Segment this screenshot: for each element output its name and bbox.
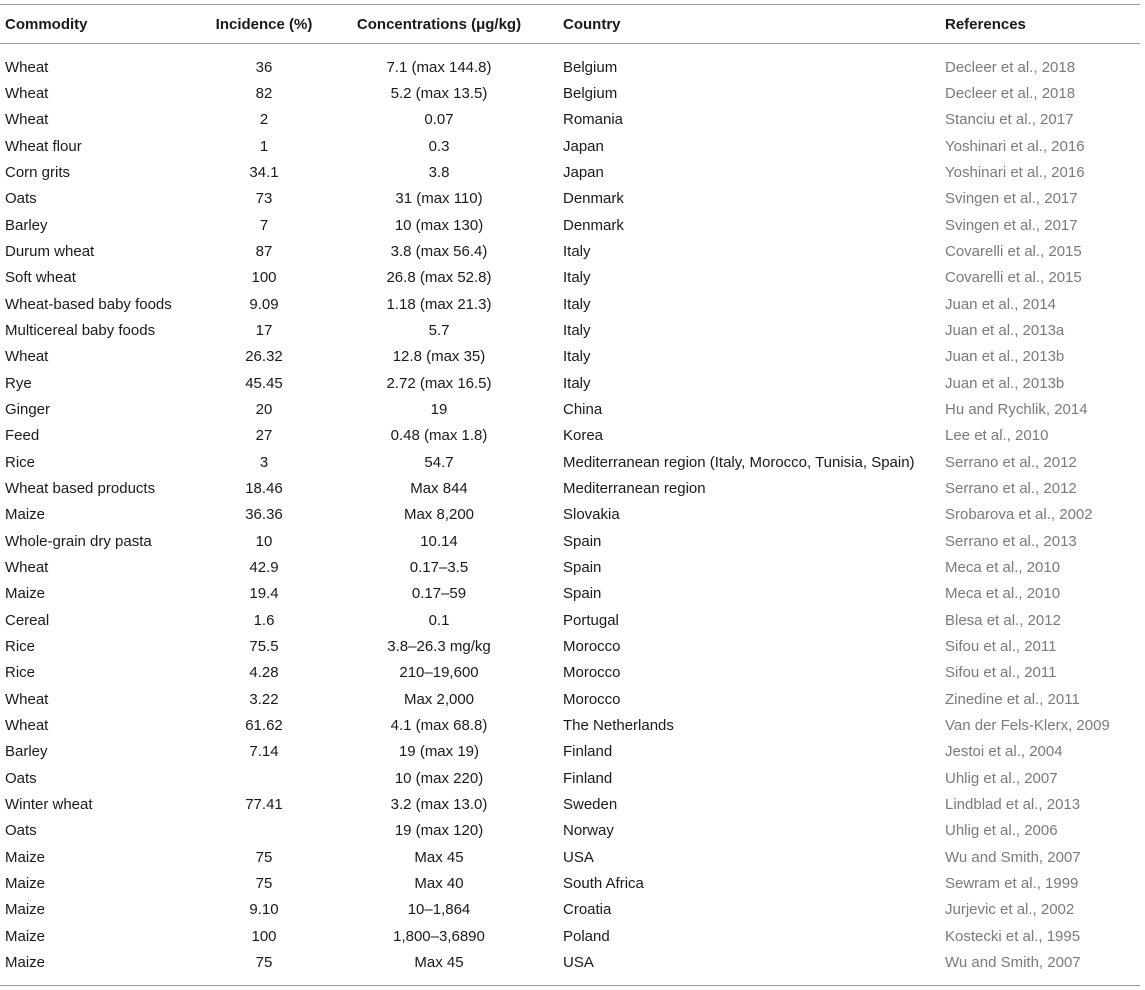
cell-commodity: Wheat xyxy=(5,716,49,734)
cell-concentration: 3.2 (max 13.0) xyxy=(390,795,488,813)
cell-country: South Africa xyxy=(563,874,644,892)
cell-incidence: 100 xyxy=(251,269,277,287)
cell-commodity: Oats xyxy=(5,190,37,208)
cell-commodity: Wheat xyxy=(5,348,49,366)
cell-country: Japan xyxy=(563,163,604,181)
table-row xyxy=(0,370,1140,396)
cell-country: Spain xyxy=(563,585,602,603)
cell-country: Italy xyxy=(563,374,591,392)
cell-commodity: Wheat-based baby foods xyxy=(5,295,172,313)
cell-commodity: Feed xyxy=(5,427,40,445)
header-references: References xyxy=(945,15,1026,33)
cell-incidence: 3.22 xyxy=(249,690,279,708)
cell-concentration: 4.1 (max 68.8) xyxy=(390,716,488,734)
cell-reference: Covarelli et al., 2015 xyxy=(945,269,1082,287)
cell-commodity: Oats xyxy=(5,822,37,840)
cell-commodity: Oats xyxy=(5,769,37,787)
cell-commodity: Soft wheat xyxy=(5,269,76,287)
cell-country: The Netherlands xyxy=(563,716,674,734)
cell-commodity: Wheat xyxy=(5,84,49,102)
cell-concentration: 10.14 xyxy=(420,532,458,550)
cell-commodity: Corn grits xyxy=(5,163,71,181)
header-country: Country xyxy=(563,15,621,33)
table-row xyxy=(0,54,1140,80)
cell-incidence: 100 xyxy=(251,927,277,945)
cell-country: Korea xyxy=(563,427,604,445)
cell-country: Italy xyxy=(563,321,591,339)
cell-commodity: Whole-grain dry pasta xyxy=(5,532,152,550)
cell-country: Denmark xyxy=(563,190,624,208)
cell-reference: Juan et al., 2014 xyxy=(945,295,1056,313)
cell-concentration: 10 (max 220) xyxy=(394,769,484,787)
cell-reference: Sifou et al., 2011 xyxy=(945,664,1057,682)
cell-incidence: 36.36 xyxy=(245,506,283,524)
cell-reference: Jurjevic et al., 2002 xyxy=(945,901,1075,919)
cell-incidence: 9.09 xyxy=(249,295,279,313)
cell-country: Spain xyxy=(563,532,602,550)
cell-country: Spain xyxy=(563,558,602,576)
cell-commodity: Barley xyxy=(5,216,48,234)
cell-concentration: 1,800–3,6890 xyxy=(393,927,485,945)
table-row xyxy=(0,344,1140,370)
cell-country: USA xyxy=(563,848,594,866)
cell-incidence: 4.28 xyxy=(249,664,279,682)
cell-incidence: 75.5 xyxy=(249,637,279,655)
cell-incidence: 27 xyxy=(255,427,273,445)
cell-reference: Lee et al., 2010 xyxy=(945,427,1049,445)
cell-country: Morocco xyxy=(563,637,621,655)
cell-commodity: Rice xyxy=(5,453,36,471)
cell-incidence: 75 xyxy=(255,848,273,866)
cell-reference: Sifou et al., 2011 xyxy=(945,637,1057,655)
cell-commodity: Maize xyxy=(5,874,46,892)
table-row xyxy=(0,660,1140,686)
cell-concentration: 0.17–59 xyxy=(411,585,467,603)
table-row xyxy=(0,238,1140,264)
cell-concentration: Max 45 xyxy=(414,848,464,866)
table-row xyxy=(0,502,1140,528)
cell-country: Denmark xyxy=(563,216,624,234)
cell-reference: Yoshinari et al., 2016 xyxy=(945,163,1085,181)
cell-reference: Srobarova et al., 2002 xyxy=(945,506,1093,524)
cell-reference: Wu and Smith, 2007 xyxy=(945,848,1081,866)
cell-concentration: Max 2,000 xyxy=(403,690,475,708)
cell-incidence: 34.1 xyxy=(249,163,279,181)
cell-reference: Svingen et al., 2017 xyxy=(945,216,1078,234)
cell-reference: Meca et al., 2010 xyxy=(945,558,1061,576)
table-bottom-rule xyxy=(0,985,1140,986)
cell-commodity: Maize xyxy=(5,927,46,945)
cell-concentration: Max 40 xyxy=(414,874,464,892)
cell-commodity: Wheat based products xyxy=(5,479,156,497)
cell-country: Italy xyxy=(563,269,591,287)
header-incidence: Incidence (%) xyxy=(215,15,313,33)
cell-concentration: 26.8 (max 52.8) xyxy=(386,269,492,287)
cell-concentration: 19 (max 120) xyxy=(394,822,484,840)
cell-reference: Lindblad et al., 2013 xyxy=(945,795,1081,813)
cell-commodity: Wheat xyxy=(5,58,49,76)
cell-incidence: 3 xyxy=(259,453,269,471)
cell-concentration: 0.1 xyxy=(428,611,450,629)
table-row xyxy=(0,528,1140,554)
cell-reference: Juan et al., 2013a xyxy=(945,321,1065,339)
cell-concentration: 1.18 (max 21.3) xyxy=(386,295,492,313)
cell-concentration: Max 45 xyxy=(414,953,464,971)
cell-concentration: 5.2 (max 13.5) xyxy=(390,84,488,102)
cell-concentration: 10–1,864 xyxy=(407,901,471,919)
cell-country: Romania xyxy=(563,111,624,129)
cell-concentration: 2.72 (max 16.5) xyxy=(386,374,492,392)
cell-country: Portugal xyxy=(563,611,619,629)
table-row xyxy=(0,818,1140,844)
cell-incidence: 26.32 xyxy=(245,348,283,366)
cell-reference: Wu and Smith, 2007 xyxy=(945,953,1081,971)
cell-reference: Stanciu et al., 2017 xyxy=(945,111,1074,129)
cell-concentration: 0.07 xyxy=(424,111,454,129)
table-row xyxy=(0,423,1140,449)
table-row xyxy=(0,844,1140,870)
cell-concentration: 3.8 (max 56.4) xyxy=(390,242,488,260)
cell-reference: Sewram et al., 1999 xyxy=(945,874,1079,892)
cell-country: Croatia xyxy=(563,901,612,919)
cell-reference: Serrano et al., 2012 xyxy=(945,479,1077,497)
cell-commodity: Wheat xyxy=(5,111,49,129)
cell-incidence: 75 xyxy=(255,953,273,971)
cell-country: Finland xyxy=(563,743,613,761)
cell-reference: Juan et al., 2013b xyxy=(945,348,1065,366)
table-header-rule xyxy=(0,43,1140,44)
table-row xyxy=(0,107,1140,133)
cell-commodity: Rice xyxy=(5,637,36,655)
cell-reference: Jestoi et al., 2004 xyxy=(945,743,1063,761)
cell-commodity: Wheat xyxy=(5,690,49,708)
table-row xyxy=(0,581,1140,607)
cell-commodity: Maize xyxy=(5,848,46,866)
cell-country: Japan xyxy=(563,137,604,155)
cell-commodity: Ginger xyxy=(5,400,51,418)
table-row xyxy=(0,791,1140,817)
cell-reference: Decleer et al., 2018 xyxy=(945,84,1076,102)
cell-concentration: Max 844 xyxy=(410,479,468,497)
cell-country: Sweden xyxy=(563,795,618,813)
cell-incidence: 77.41 xyxy=(245,795,283,813)
cell-incidence: 36 xyxy=(255,58,273,76)
cell-incidence: 2 xyxy=(259,111,269,129)
cell-incidence: 1.6 xyxy=(253,611,275,629)
cell-commodity: Winter wheat xyxy=(5,795,93,813)
cell-concentration: 5.7 xyxy=(428,321,450,339)
table-header-row xyxy=(0,13,1140,35)
cell-concentration: 210–19,600 xyxy=(399,664,479,682)
cell-incidence: 7 xyxy=(259,216,269,234)
header-commodity: Commodity xyxy=(5,15,88,33)
cell-reference: Serrano et al., 2012 xyxy=(945,453,1077,471)
cell-reference: Kostecki et al., 1995 xyxy=(945,927,1081,945)
cell-country: China xyxy=(563,400,603,418)
cell-incidence: 19.4 xyxy=(249,585,279,603)
table-row xyxy=(0,291,1140,317)
cell-country: Mediterranean region xyxy=(563,479,706,497)
cell-commodity: Durum wheat xyxy=(5,242,95,260)
cell-concentration: 31 (max 110) xyxy=(395,190,483,208)
table-row xyxy=(0,607,1140,633)
cell-incidence: 9.10 xyxy=(249,901,279,919)
cell-reference: Uhlig et al., 2007 xyxy=(945,769,1058,787)
table-row xyxy=(0,765,1140,791)
cell-commodity: Maize xyxy=(5,506,46,524)
cell-reference: Uhlig et al., 2006 xyxy=(945,822,1058,840)
table-row xyxy=(0,265,1140,291)
table-top-rule xyxy=(0,4,1140,5)
cell-incidence: 10 xyxy=(255,532,273,550)
cell-incidence: 45.45 xyxy=(245,374,283,392)
cell-commodity: Barley xyxy=(5,743,48,761)
cell-incidence: 61.62 xyxy=(245,716,283,734)
cell-incidence: 7.14 xyxy=(249,743,279,761)
cell-concentration: 19 xyxy=(430,400,448,418)
cell-concentration: 3.8 xyxy=(428,163,450,181)
cell-reference: Decleer et al., 2018 xyxy=(945,58,1076,76)
cell-country: Belgium xyxy=(563,84,618,102)
cell-country: USA xyxy=(563,953,594,971)
table-row xyxy=(0,80,1140,106)
table-row xyxy=(0,159,1140,185)
cell-reference: Svingen et al., 2017 xyxy=(945,190,1078,208)
cell-concentration: 10 (max 130) xyxy=(394,216,484,234)
cell-reference: Covarelli et al., 2015 xyxy=(945,242,1082,260)
table-row xyxy=(0,554,1140,580)
table-row xyxy=(0,186,1140,212)
cell-concentration: Max 8,200 xyxy=(403,506,475,524)
cell-commodity: Rice xyxy=(5,664,36,682)
table-row xyxy=(0,317,1140,343)
cell-incidence: 87 xyxy=(255,242,273,260)
cell-concentration: 12.8 (max 35) xyxy=(392,348,486,366)
table-row xyxy=(0,870,1140,896)
table-row xyxy=(0,897,1140,923)
cell-incidence: 73 xyxy=(255,190,273,208)
cell-concentration: 0.48 (max 1.8) xyxy=(390,427,488,445)
cell-country: Poland xyxy=(563,927,610,945)
cell-reference: Serrano et al., 2013 xyxy=(945,532,1077,550)
cell-incidence: 18.46 xyxy=(245,479,283,497)
table-row xyxy=(0,396,1140,422)
cell-commodity: Wheat flour xyxy=(5,137,82,155)
table-row xyxy=(0,475,1140,501)
cell-incidence: 82 xyxy=(255,84,273,102)
cell-country: Italy xyxy=(563,295,591,313)
header-concentrations: Concentrations (μg/kg) xyxy=(356,15,522,33)
cell-commodity: Maize xyxy=(5,901,46,919)
cell-commodity: Maize xyxy=(5,585,46,603)
cell-commodity: Multicereal baby foods xyxy=(5,321,156,339)
table-row xyxy=(0,949,1140,975)
table-row xyxy=(0,923,1140,949)
table-row xyxy=(0,739,1140,765)
cell-incidence: 75 xyxy=(255,874,273,892)
cell-country: Slovakia xyxy=(563,506,620,524)
table-row xyxy=(0,133,1140,159)
cell-reference: Juan et al., 2013b xyxy=(945,374,1065,392)
cell-country: Italy xyxy=(563,242,591,260)
cell-commodity: Maize xyxy=(5,953,46,971)
cell-commodity: Rye xyxy=(5,374,32,392)
cell-incidence: 17 xyxy=(255,321,273,339)
cell-incidence: 42.9 xyxy=(249,558,279,576)
cell-reference: Meca et al., 2010 xyxy=(945,585,1061,603)
cell-concentration: 0.17–3.5 xyxy=(409,558,469,576)
table-row xyxy=(0,449,1140,475)
cell-concentration: 3.8–26.3 mg/kg xyxy=(387,637,491,655)
cell-reference: Blesa et al., 2012 xyxy=(945,611,1061,629)
cell-concentration: 0.3 xyxy=(428,137,450,155)
cell-country: Italy xyxy=(563,348,591,366)
cell-country: Belgium xyxy=(563,58,618,76)
cell-concentration: 19 (max 19) xyxy=(398,743,480,761)
cell-commodity: Wheat xyxy=(5,558,49,576)
cell-reference: Hu and Rychlik, 2014 xyxy=(945,400,1088,418)
cell-country: Morocco xyxy=(563,690,621,708)
table-row xyxy=(0,212,1140,238)
cell-reference: Zinedine et al., 2011 xyxy=(945,690,1080,708)
table-row xyxy=(0,633,1140,659)
cell-reference: Van der Fels-Klerx, 2009 xyxy=(945,716,1110,734)
table-row xyxy=(0,712,1140,738)
cell-country: Norway xyxy=(563,822,614,840)
cell-incidence: 1 xyxy=(259,137,269,155)
cell-reference: Yoshinari et al., 2016 xyxy=(945,137,1085,155)
cell-country: Morocco xyxy=(563,664,621,682)
cell-country: Finland xyxy=(563,769,613,787)
cell-concentration: 7.1 (max 144.8) xyxy=(386,58,492,76)
cell-commodity: Cereal xyxy=(5,611,50,629)
cell-country: Mediterranean region (Italy, Morocco, Tunisia, Spain) xyxy=(563,453,915,471)
cell-incidence: 20 xyxy=(255,400,273,418)
cell-concentration: 54.7 xyxy=(424,453,454,471)
table-row xyxy=(0,686,1140,712)
